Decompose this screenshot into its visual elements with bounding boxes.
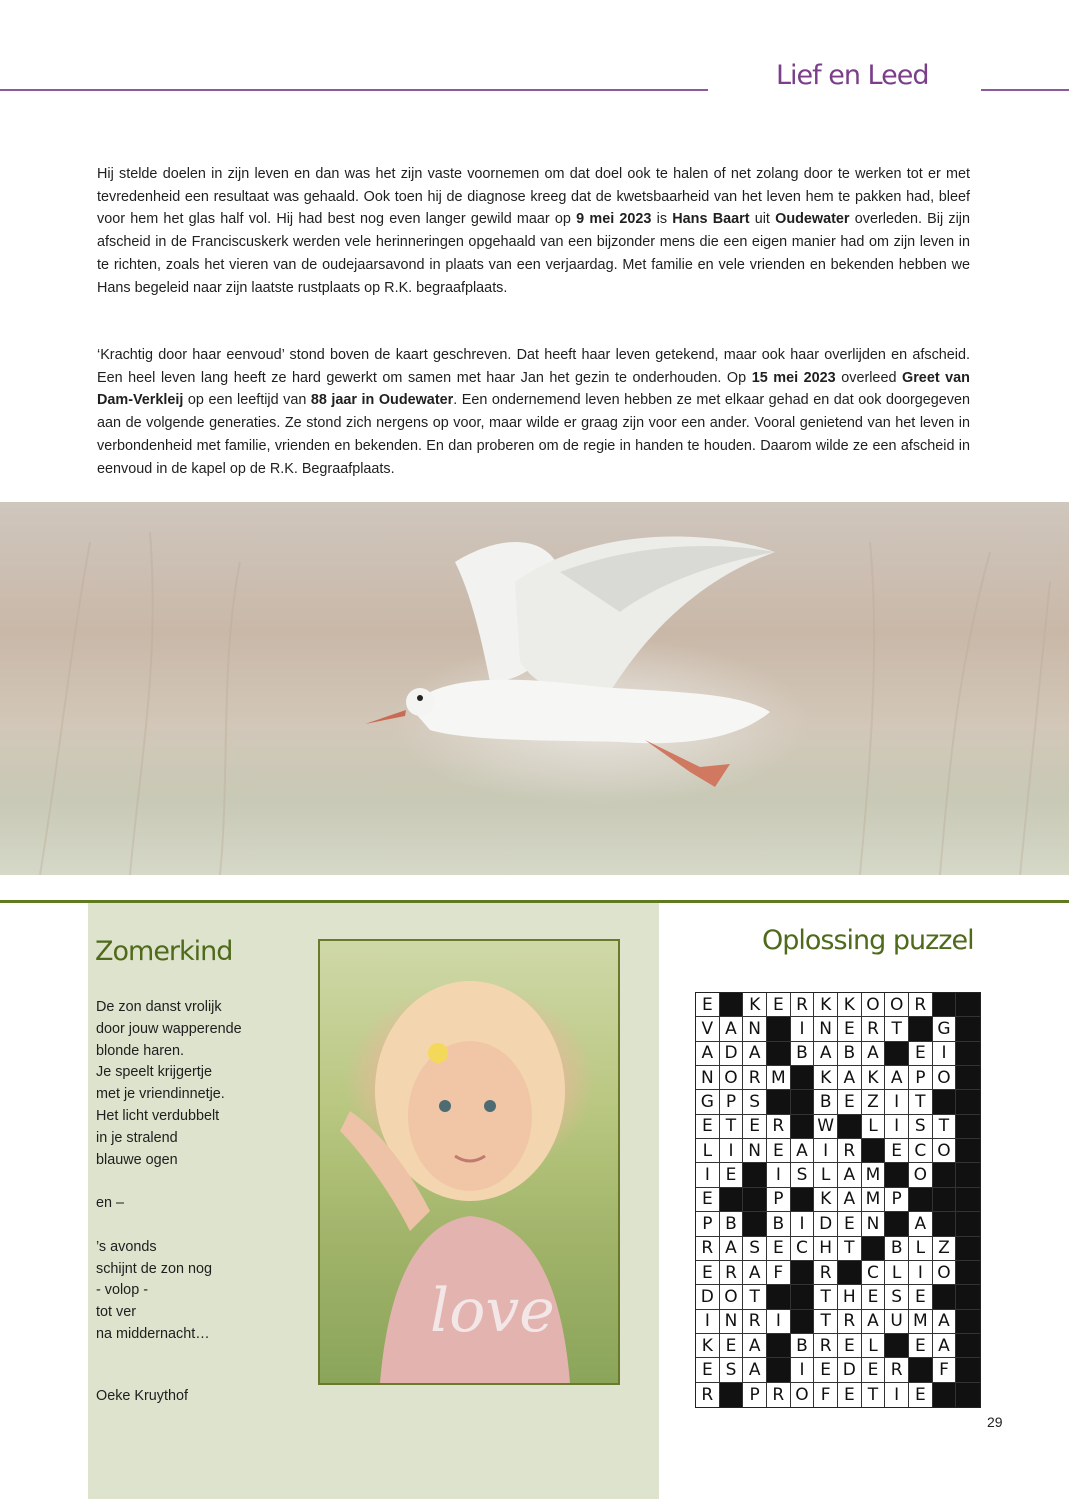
puzzle-cell: R [696, 1237, 720, 1261]
puzzle-cell: A [838, 1188, 862, 1212]
puzzle-cell: R [720, 1261, 744, 1285]
puzzle-cell: P [909, 1066, 933, 1090]
puzzle-cell-black [956, 1163, 980, 1187]
puzzle-cell: I [791, 1358, 815, 1382]
puzzle-cell: A [838, 1163, 862, 1187]
puzzle-cell: M [862, 1188, 886, 1212]
puzzle-cell-black [909, 1017, 933, 1041]
puzzle-cell: N [862, 1212, 886, 1236]
puzzle-cell-black [956, 1310, 980, 1334]
puzzle-cell: E [696, 1115, 720, 1139]
puzzle-cell: I [885, 1090, 909, 1114]
puzzle-cell: A [743, 1261, 767, 1285]
poem-author: Oeke Kruythof [96, 1388, 188, 1404]
puzzle-cell: S [743, 1090, 767, 1114]
puzzle-cell: E [862, 1358, 886, 1382]
puzzle-cell: W [814, 1115, 838, 1139]
puzzle-cell: O [720, 1285, 744, 1309]
puzzle-cell: I [696, 1163, 720, 1187]
puzzle-cell: U [885, 1310, 909, 1334]
puzzle-cell: M [909, 1310, 933, 1334]
puzzle-cell-black [791, 1188, 815, 1212]
puzzle-cell: R [743, 1310, 767, 1334]
puzzle-cell: E [909, 1334, 933, 1358]
puzzle-cell: B [791, 1042, 815, 1066]
puzzle-cell: T [862, 1383, 886, 1407]
puzzle-cell: T [909, 1090, 933, 1114]
puzzle-cell-black [862, 1139, 886, 1163]
puzzle-cell: E [767, 1237, 791, 1261]
puzzle-cell: I [885, 1383, 909, 1407]
puzzle-cell-black [767, 1042, 791, 1066]
puzzle-cell: L [885, 1261, 909, 1285]
poem-line: na middernacht… [96, 1325, 210, 1342]
gull-photo [0, 502, 1069, 875]
puzzle-cell: A [743, 1334, 767, 1358]
puzzle-cell: Z [933, 1237, 957, 1261]
puzzle-cell-black [791, 1090, 815, 1114]
puzzle-cell: F [767, 1261, 791, 1285]
poem-text [96, 997, 316, 1346]
puzzle-cell: I [720, 1139, 744, 1163]
puzzle-cell: T [720, 1115, 744, 1139]
puzzle-cell: K [814, 1066, 838, 1090]
puzzle-cell-black [791, 1285, 815, 1309]
puzzle-cell: P [767, 1188, 791, 1212]
puzzle-cell: E [838, 1017, 862, 1041]
puzzle-cell: H [814, 1237, 838, 1261]
puzzle-cell: N [814, 1017, 838, 1041]
puzzle-cell: O [885, 993, 909, 1017]
puzzle-cell: E [885, 1139, 909, 1163]
puzzle-cell-black [956, 1115, 980, 1139]
puzzle-cell: L [862, 1334, 886, 1358]
puzzle-cell: E [838, 1383, 862, 1407]
poem-line: - volop - [96, 1282, 148, 1299]
puzzle-cell: F [814, 1383, 838, 1407]
puzzle-cell-black [720, 1383, 744, 1407]
poem-line: door jouw wapperende [96, 1020, 242, 1037]
puzzle-cell: F [933, 1358, 957, 1382]
poem-line: blauwe ogen [96, 1151, 178, 1168]
puzzle-cell: I [933, 1042, 957, 1066]
puzzle-cell: S [791, 1163, 815, 1187]
puzzle-cell: T [814, 1285, 838, 1309]
puzzle-cell-black [791, 1066, 815, 1090]
puzzle-cell: E [862, 1285, 886, 1309]
puzzle-cell-black [791, 1115, 815, 1139]
puzzle-cell-black [933, 1188, 957, 1212]
puzzle-cell: E [814, 1358, 838, 1382]
puzzle-cell: A [814, 1042, 838, 1066]
puzzle-cell: T [743, 1285, 767, 1309]
child-illustration [320, 941, 618, 1383]
header-rule-left [0, 89, 708, 91]
puzzle-cell: N [743, 1017, 767, 1041]
puzzle-cell-black [933, 1212, 957, 1236]
puzzle-cell: R [696, 1383, 720, 1407]
puzzle-cell: E [720, 1334, 744, 1358]
puzzle-cell-black [956, 993, 980, 1017]
puzzle-cell-black [743, 1188, 767, 1212]
puzzle-cell-black [933, 1383, 957, 1407]
puzzle-cell-black [956, 1017, 980, 1041]
puzzle-cell: C [791, 1237, 815, 1261]
puzzle-cell: R [743, 1066, 767, 1090]
puzzle-cell: K [696, 1334, 720, 1358]
puzzle-cell: M [767, 1066, 791, 1090]
puzzle-cell: E [909, 1383, 933, 1407]
puzzle-cell-black [956, 1261, 980, 1285]
puzzle-cell-black [720, 993, 744, 1017]
puzzle-cell: E [696, 1358, 720, 1382]
puzzle-cell-black [791, 1261, 815, 1285]
puzzle-cell: M [862, 1163, 886, 1187]
puzzle-cell-black [933, 1163, 957, 1187]
puzzle-cell-black [956, 1090, 980, 1114]
puzzle-cell-black [743, 1212, 767, 1236]
puzzle-cell-black [767, 1285, 791, 1309]
puzzle-cell: K [814, 1188, 838, 1212]
puzzle-cell: N [720, 1310, 744, 1334]
date-greet: 15 mei 2023 [751, 369, 836, 386]
puzzle-cell: I [791, 1212, 815, 1236]
puzzle-cell: I [814, 1139, 838, 1163]
puzzle-cell: D [814, 1212, 838, 1236]
puzzle-cell: E [767, 1139, 791, 1163]
name-hans: Hans Baart [672, 211, 750, 228]
puzzle-cell: C [862, 1261, 886, 1285]
puzzle-cell: R [767, 1383, 791, 1407]
puzzle-cell-black [956, 1334, 980, 1358]
puzzle-cell: P [720, 1090, 744, 1114]
puzzle-cell: A [838, 1066, 862, 1090]
puzzle-cell: E [767, 993, 791, 1017]
puzzle-cell-black [956, 1066, 980, 1090]
puzzle-cell-black [956, 1042, 980, 1066]
poem-line: Het licht verdubbelt [96, 1107, 220, 1124]
puzzle-cell: R [862, 1017, 886, 1041]
puzzle-cell: P [885, 1188, 909, 1212]
puzzle-cell: O [791, 1383, 815, 1407]
puzzle-solution-grid [695, 992, 981, 1408]
poem-line: ’s avonds [96, 1238, 157, 1255]
puzzle-cell-black [767, 1017, 791, 1041]
article-paragraph-1: Hij stelde doelen in zijn leven en dan was het zijn vaste voornemen om dat doel ook te halen of net zolang door te werken tot er met tevredenheid een resultaat was gehaald. Ook toen hij de diagnose kreeg dat de kwetsbaarheid van het leven hem te pakken had, bleef voor hem het glas half vol. Hij had best nog even langer gewild maar op 9 mei 2023 is Hans Baart uit Oudewater overleden. Bij zijn afscheid in de Franciscuskerk werden vele herinneringen opgehaald van een bijzonder mens die een eigen manier had om zijn leven in te richten, zoals het vieren van de oudejaarsavond in plaats van een verjaardag. Met familie en vele vrienden en bekenden hebben we Hans begeleid naar zijn laatste rustplaats op R.K. begraafplaats. [97, 166, 970, 296]
puzzle-cell-black [956, 1212, 980, 1236]
puzzle-cell: E [743, 1115, 767, 1139]
puzzle-cell: R [838, 1310, 862, 1334]
poem-line: in je stralend [96, 1129, 178, 1146]
puzzle-cell: E [838, 1090, 862, 1114]
puzzle-cell-black [956, 1383, 980, 1407]
puzzle-cell: O [933, 1066, 957, 1090]
puzzle-cell: B [838, 1042, 862, 1066]
puzzle-cell: B [767, 1212, 791, 1236]
puzzle-cell: G [696, 1090, 720, 1114]
puzzle-cell: A [933, 1310, 957, 1334]
puzzle-cell-black [933, 1285, 957, 1309]
puzzle-cell-black [933, 1090, 957, 1114]
puzzle-cell: S [885, 1285, 909, 1309]
puzzle-cell: I [909, 1261, 933, 1285]
puzzle-cell: A [743, 1042, 767, 1066]
puzzle-cell: R [814, 1334, 838, 1358]
puzzle-cell: R [814, 1261, 838, 1285]
puzzle-cell: I [767, 1163, 791, 1187]
puzzle-cell: A [933, 1334, 957, 1358]
puzzle-cell: R [909, 993, 933, 1017]
poem-title: Zomerkind [95, 936, 233, 967]
gull-illustration [0, 502, 1069, 875]
puzzle-cell: T [838, 1237, 862, 1261]
puzzle-cell: I [791, 1017, 815, 1041]
puzzle-cell: E [838, 1334, 862, 1358]
puzzle-cell-black [909, 1188, 933, 1212]
page-number: 29 [987, 1414, 1003, 1430]
puzzle-cell-black [862, 1237, 886, 1261]
child-photo [318, 939, 620, 1385]
puzzle-cell-black [885, 1334, 909, 1358]
puzzle-cell-black [956, 1358, 980, 1382]
puzzle-cell: E [720, 1163, 744, 1187]
puzzle-cell: R [838, 1139, 862, 1163]
puzzle-cell-black [909, 1358, 933, 1382]
puzzle-cell: A [862, 1042, 886, 1066]
puzzle-cell: C [909, 1139, 933, 1163]
puzzle-cell: O [862, 993, 886, 1017]
puzzle-cell: T [933, 1115, 957, 1139]
puzzle-cell: L [696, 1139, 720, 1163]
puzzle-cell: E [696, 1261, 720, 1285]
puzzle-cell: T [814, 1310, 838, 1334]
puzzle-cell-black [767, 1090, 791, 1114]
puzzle-cell-black [720, 1188, 744, 1212]
puzzle-cell: A [743, 1358, 767, 1382]
puzzle-cell: S [720, 1358, 744, 1382]
puzzle-cell-black [956, 1188, 980, 1212]
puzzle-cell: E [696, 1188, 720, 1212]
puzzle-cell-black [885, 1212, 909, 1236]
header-rule-right [981, 89, 1069, 91]
puzzle-cell: H [838, 1285, 862, 1309]
puzzle-cell: P [696, 1212, 720, 1236]
puzzle-cell-black [956, 1139, 980, 1163]
puzzle-cell: O [909, 1163, 933, 1187]
puzzle-cell: P [743, 1383, 767, 1407]
svg-text:love: love [430, 1276, 555, 1346]
puzzle-cell: E [909, 1285, 933, 1309]
poem-line: De zon danst vrolijk [96, 999, 222, 1015]
puzzle-cell: E [909, 1042, 933, 1066]
puzzle-cell: A [862, 1310, 886, 1334]
section-title: Lief en Leed [776, 60, 929, 91]
puzzle-cell: A [791, 1139, 815, 1163]
puzzle-cell-black [743, 1163, 767, 1187]
poem-line: met je vriendinnetje. [96, 1086, 225, 1103]
puzzle-cell-black [767, 1358, 791, 1382]
puzzle-cell: A [720, 1237, 744, 1261]
puzzle-cell: I [696, 1310, 720, 1334]
poem-line: en – [96, 1195, 125, 1212]
puzzle-cell: O [720, 1066, 744, 1090]
puzzle-cell-black [885, 1163, 909, 1187]
puzzle-cell: R [791, 993, 815, 1017]
poem-line: blonde haren. [96, 1042, 185, 1059]
date-hans: 9 mei 2023 [576, 211, 652, 228]
puzzle-cell: K [743, 993, 767, 1017]
puzzle-cell-black [885, 1042, 909, 1066]
puzzle-cell: A [909, 1212, 933, 1236]
puzzle-cell: G [933, 1017, 957, 1041]
puzzle-cell: S [743, 1237, 767, 1261]
puzzle-cell: V [696, 1017, 720, 1041]
puzzle-cell: E [838, 1212, 862, 1236]
name-greet: Greet van Dam-Verkleij [97, 369, 970, 409]
puzzle-cell: D [838, 1358, 862, 1382]
puzzle-cell-black [956, 1237, 980, 1261]
puzzle-cell: L [909, 1237, 933, 1261]
puzzle-cell-black [767, 1334, 791, 1358]
puzzle-cell: E [696, 993, 720, 1017]
puzzle-cell: Z [862, 1090, 886, 1114]
puzzle-cell: I [767, 1310, 791, 1334]
poem-line [96, 1215, 316, 1237]
puzzle-cell: O [933, 1139, 957, 1163]
puzzle-cell: K [838, 993, 862, 1017]
poem-line [96, 1171, 316, 1193]
puzzle-cell: K [862, 1066, 886, 1090]
puzzle-cell: D [696, 1285, 720, 1309]
puzzle-cell: A [720, 1017, 744, 1041]
puzzle-cell: B [885, 1237, 909, 1261]
puzzle-cell: L [862, 1115, 886, 1139]
puzzle-title: Oplossing puzzel [762, 925, 974, 956]
puzzle-cell-black [791, 1310, 815, 1334]
puzzle-cell: S [909, 1115, 933, 1139]
puzzle-cell: T [885, 1017, 909, 1041]
poem-line: tot ver [96, 1304, 136, 1321]
puzzle-cell-black [933, 993, 957, 1017]
puzzle-cell-black [838, 1115, 862, 1139]
puzzle-cell: D [720, 1042, 744, 1066]
puzzle-cell: R [885, 1358, 909, 1382]
puzzle-cell: N [743, 1139, 767, 1163]
puzzle-cell: A [885, 1066, 909, 1090]
puzzle-cell: O [933, 1261, 957, 1285]
puzzle-cell: R [767, 1115, 791, 1139]
poem-line: schijnt de zon nog [96, 1260, 213, 1277]
place-hans: Oudewater [775, 211, 850, 228]
poem-line: Je speelt krijgertje [96, 1064, 212, 1081]
puzzle-cell: L [814, 1163, 838, 1187]
puzzle-cell: K [814, 993, 838, 1017]
puzzle-cell: B [814, 1090, 838, 1114]
puzzle-cell-black [838, 1261, 862, 1285]
puzzle-cell-black [956, 1285, 980, 1309]
age-greet: 88 jaar in Oudewater [310, 392, 454, 409]
article-paragraph-2: ‘Krachtig door haar eenvoud’ stond boven de kaart geschreven. Dat heeft haar leven getekend, maar ook haar overlijden en afscheid. Een heel leven lang heeft ze hard gewerkt om samen met haar Jan het gezin te onderhouden. Op 15 mei 2023 overleed Greet van Dam-Verkleij op een leeftijd van 88 jaar in Oudewater. Een ondernemend leven hebben ze met elkaar gehad en dat ook doorgegeven aan de volgende generaties. Ze stond zich nergens op voor, maar wilde er graag zijn voor een ander. Vooral genietend van het leven in verbondenheid met familie, vrienden en bekenden. En dan proberen om de regie in handen te houden. Daarom wilde ze een afscheid in eenvoud in de kapel op de R.K. Begraafplaats. [97, 347, 971, 477]
puzzle-cell: B [791, 1334, 815, 1358]
puzzle-cell: B [720, 1212, 744, 1236]
puzzle-cell: N [696, 1066, 720, 1090]
puzzle-cell: A [696, 1042, 720, 1066]
puzzle-cell: I [885, 1115, 909, 1139]
